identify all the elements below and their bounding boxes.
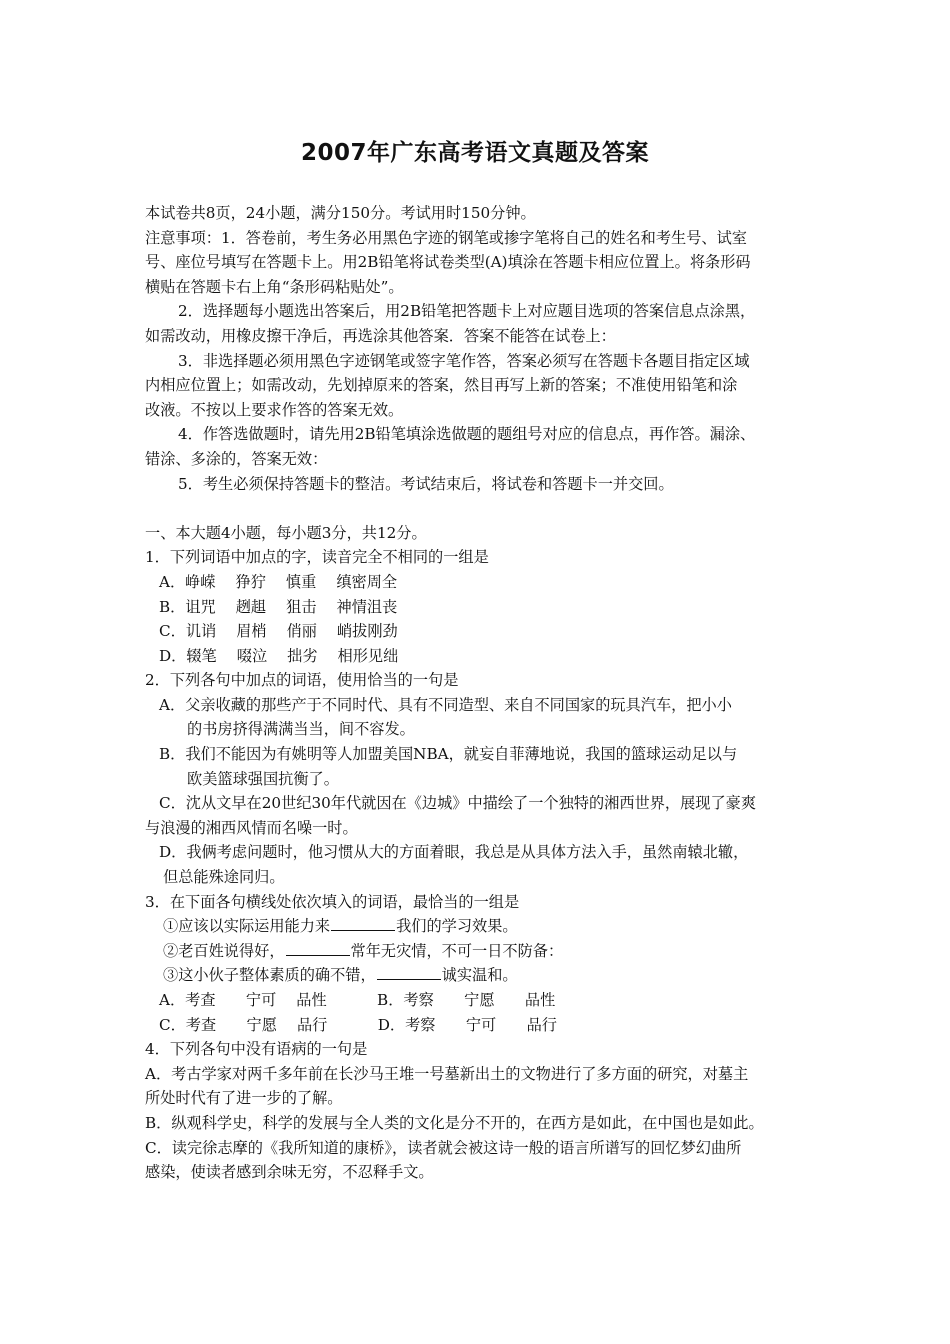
notes-line: 2．选择题每小题选出答案后，用2B铅笔把答题卡上对应题目选项的答案信息点涂黑，: [178, 302, 756, 321]
question-3-sentence-1: [145, 914, 825, 939]
question-2-option-d-cont: 但总能殊途同归。: [163, 868, 285, 887]
notes-line: 改液。不按以上要求作答的答案无效。: [145, 400, 404, 419]
notes-line: 如需改动，用橡皮擦干净后，再选涂其他答案．答案不能答在试卷上：: [145, 326, 616, 345]
notes-line: 内相应位置上；如需改动，先划掉原来的答案，然目再写上新的答案；不准使用铅笔和涂: [145, 376, 738, 395]
question-3-sentence-2: [145, 939, 825, 964]
question-4-option-a: A．考古学家对两千多年前在长沙马王堆一号墓新出土的文物进行了多方面的研究，对墓主: [145, 1064, 749, 1083]
question-1-option: C．讥诮 眉梢 俏丽 峭拔刚劲: [159, 622, 398, 641]
sentence-text: ③这小伙子整体素质的确不错，: [163, 966, 376, 985]
sentence-text: 常年无灾情，不可一日不防备：: [350, 941, 564, 960]
question-2-option-d: D．我俩考虑问题时，他习惯从大的方面着眼，我总是从具体方法入手，虽然南辕北辙，: [159, 843, 749, 862]
spacer: [145, 496, 825, 521]
notes-line: 号、座位号填写在答题卡上。用2B铅笔将试卷类型(A)填涂在答题卡相应位置上。将条形码: [145, 253, 751, 272]
question-2-stem: 2．下列各句中加点的词语，使用恰当的一句是: [145, 671, 459, 690]
sentence-text: 诚实温和。: [441, 966, 518, 985]
question-2-option-a: A．父亲收藏的那些产于不同时代、具有不同造型、来自不同国家的玩具汽车，把小小: [159, 695, 732, 714]
section-header: 一、本大题4小题，每小题3分，共12分。: [145, 523, 427, 542]
question-1-option: A．峥嵘 狰狞 慎重 缜密周全: [159, 572, 398, 591]
question-4-option-c-cont: 感染，使读者感到余味无穷，不忍释手文。: [145, 1163, 434, 1182]
question-4-stem: 4．下列各句中没有语病的一句是: [145, 1040, 368, 1059]
fill-blank: [286, 941, 350, 956]
notes-line: 5．考生必须保持答题卡的整洁。考试结束后，将试卷和答题卡一并交回。: [178, 474, 674, 493]
question-2-option-b: B．我们不能因为有姚明等人加盟美国NBA，就妄自菲薄地说，我国的篮球运动足以与: [159, 745, 738, 764]
notes-line: 错涂、多涂的，答案无效：: [145, 449, 328, 468]
question-2-option-c-cont: 与浪漫的湘西风情而名噪一时。: [145, 818, 358, 837]
question-3-options-row: C．考查 宁愿 品行 D．考察 宁可 品行: [159, 1015, 557, 1034]
question-2-option-a-cont: 的书房挤得满满当当，间不容发。: [187, 720, 415, 739]
question-1-option: B．诅咒 趔趄 狙击 神情沮丧: [159, 597, 398, 616]
question-4-option-b: B．纵观科学史，科学的发展与全人类的文化是分不开的，在西方是如此，在中国也是如此。: [145, 1113, 764, 1132]
question-1-option: D．辍笔 啜泣 拙劣 相形见绌: [159, 646, 399, 665]
notes-line: 注意事项：1．答卷前，考生务必用黑色字迹的钢笔或掺字笔将自己的姓名和考生号、试室: [145, 228, 747, 247]
question-2-option-b-cont: 欧美篮球强国抗衡了。: [187, 769, 339, 788]
sentence-text: ②老百姓说得好，: [163, 941, 285, 960]
notes-line: 4．作答选做题时，请先用2B铅笔填涂选做题的题组号对应的信息点，再作答。漏涂、: [178, 425, 756, 444]
exam-content: [145, 201, 825, 1185]
question-3-sentence-3: [145, 963, 825, 988]
question-4-option-a-cont: 所处时代有了进一步的了解。: [145, 1089, 343, 1108]
notes-line: 横贴在答题卡右上角“条形码粘贴处”。: [145, 277, 404, 296]
page-title: 2007年广东高考语文真题及答案: [300, 140, 649, 166]
question-2-option-c: C．沈从文早在20世纪30年代就因在《边城》中描绘了一个独特的湘西世界，展现了豪爽: [159, 794, 757, 813]
intro-summary: 本试卷共8页，24小题，满分150分。考试用时150分钟。: [145, 204, 536, 222]
sentence-text: 我们的学习效果。: [396, 917, 518, 936]
question-4-option-c: C．读完徐志摩的《我所知道的康桥》，读者就会被这诗一般的语言所谱写的回忆梦幻曲所: [145, 1138, 742, 1157]
question-3-options-row: A．考查 宁可 品性 B．考察 宁愿 品性: [159, 991, 556, 1009]
fill-blank: [331, 916, 395, 931]
sentence-text: ①应该以实际运用能力来: [163, 917, 331, 936]
fill-blank: [377, 965, 441, 980]
question-1-stem: 1．下列词语中加点的字，读音完全不相同的一组是: [145, 548, 489, 567]
question-3-stem: 3．在下面各句横线处依次填入的词语，最恰当的一组是: [145, 892, 520, 911]
notes-line: 3．非选择题必须用黑色字迹钢笔或签字笔作答，答案必须写在答题卡各题目指定区域: [178, 351, 750, 370]
